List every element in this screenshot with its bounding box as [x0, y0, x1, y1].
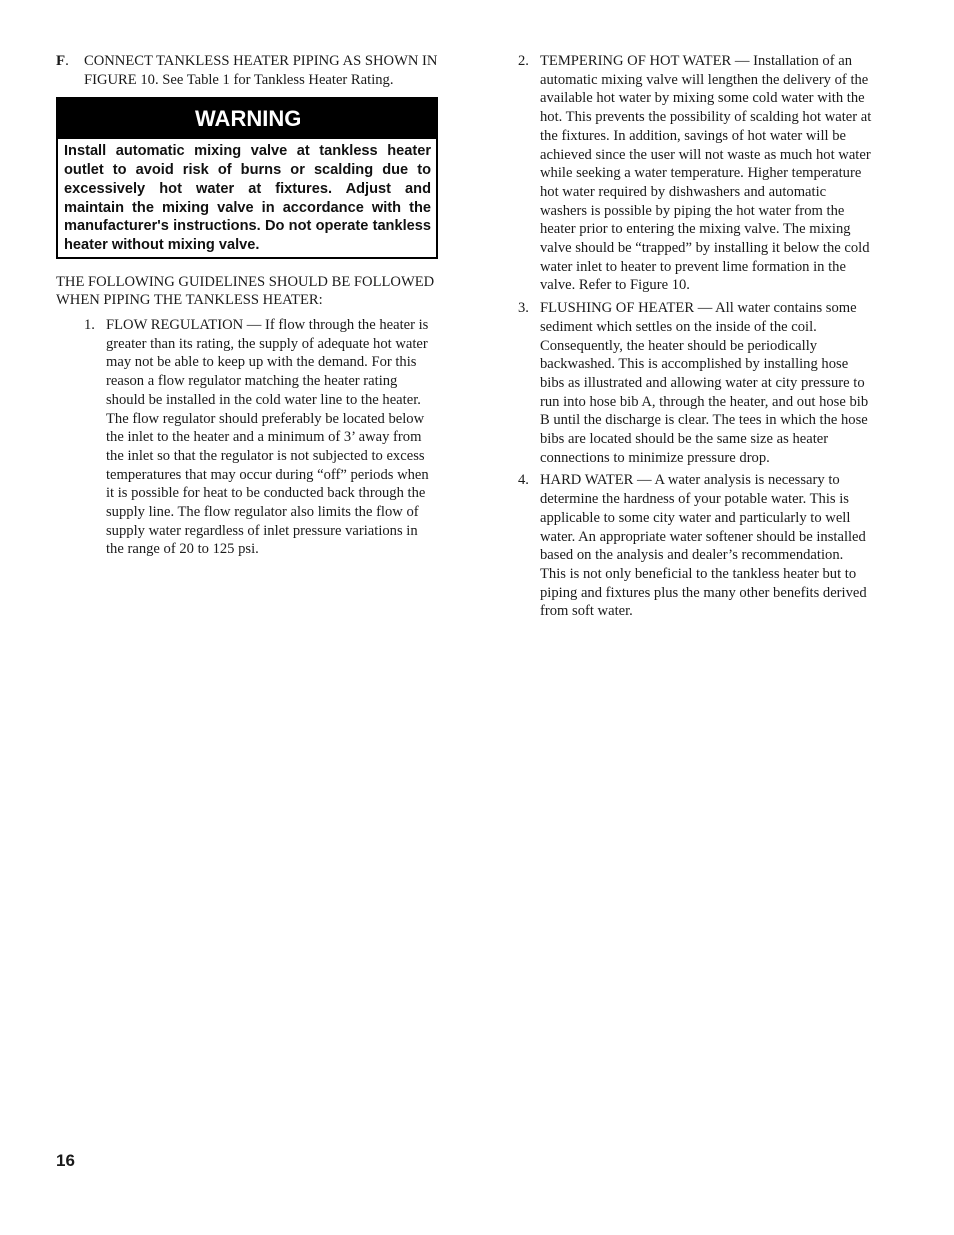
guideline-list-left: [56, 316, 438, 559]
warning-body: Install automatic mixing valve at tankless heater outlet to avoid risk of burns or scalding due to excessively hot water at fixtures. Adjust and maintain the mixing valve in accordance with the manufacturer's instructions. Do not operate tankless heater without mixing valve.: [58, 139, 436, 256]
warning-title: WARNING: [58, 99, 436, 139]
page-number: 16: [56, 1151, 75, 1170]
guideline-item: [518, 299, 872, 467]
step-f: [56, 52, 438, 89]
guideline-text: HARD WATER — A water analysis is necessary to determine the hardness of your potable water. This is applicable to some city water and particularly to well water. An appropriate water softener should be installed based on the analysis and dealer’s recommendation. This is not only beneficial to the tankless heater but to piping and fixtures plus the many other benefits derived from soft water.: [540, 472, 867, 620]
guideline-item: [518, 471, 872, 621]
guideline-item: [518, 52, 872, 295]
left-column: [56, 52, 438, 559]
guideline-text: FLUSHING OF HEATER — All water contains some sediment which settles on the inside of the coil. Consequently, the heater should be periodically backwashed. This is accomplished by installing hose bibs as illustrated and allowing water at city pressure to run into hose bib A, through the heater, and out hose bib B until the discharge is clear. The tees in which the hose bibs are located should be the same size as heater connections to minimize pressure drop.: [540, 300, 869, 466]
guideline-number: 2.: [518, 53, 529, 69]
warning-box: [56, 97, 438, 258]
guideline-text: TEMPERING OF HOT WATER — Installation of an automatic mixing valve will lengthen the delivery of the available hot water by mixing some cold water with the hot. This prevents the possibility of scalding hot water at the fixtures. In addition, savings of hot water will be achieved since the user will not waste as much hot water while seeking a water temperature. Higher temperature hot water required by dishwashers and automatic washers is possible by piping the hot water from the heater prior to entering the mixing valve. The mixing valve should be “trapped” by installing it below the cold water inlet to heater to prevent lime formation in the valve. Refer to Figure 10.: [540, 53, 872, 294]
step-letter: F.: [56, 53, 69, 69]
guidelines-intro: THE FOLLOWING GUIDELINES SHOULD BE FOLLOWED WHEN PIPING THE TANKLESS HEATER:: [56, 273, 435, 309]
guideline-number: 1.: [84, 317, 95, 334]
step-text: CONNECT TANKLESS HEATER PIPING AS SHOWN IN FIGURE 10. See Table 1 for Tankless Heater Rating.: [84, 53, 438, 88]
guideline-number: 3.: [518, 300, 529, 317]
right-column: [518, 52, 872, 621]
guideline-item: [84, 316, 438, 559]
guideline-text: FLOW REGULATION — If flow through the heater is greater than its rating, the supply of adequate hot water may not be able to keep up with the demand. For this reason a flow regulator matching the heater rating should be installed in the cold water line to the heater. The flow regulator should preferably be located below the inlet to the heater and a minimum of 3’ away from the inlet so that the regulator is not subjected to excess temperatures that may occur during “off” periods when it is possible for heat to be conducted back through the supply line. The flow regulator also limits the flow of supply water regardless of inlet pressure variations in the range of 20 to 125 psi.: [106, 317, 429, 558]
guideline-number: 4.: [518, 472, 529, 489]
